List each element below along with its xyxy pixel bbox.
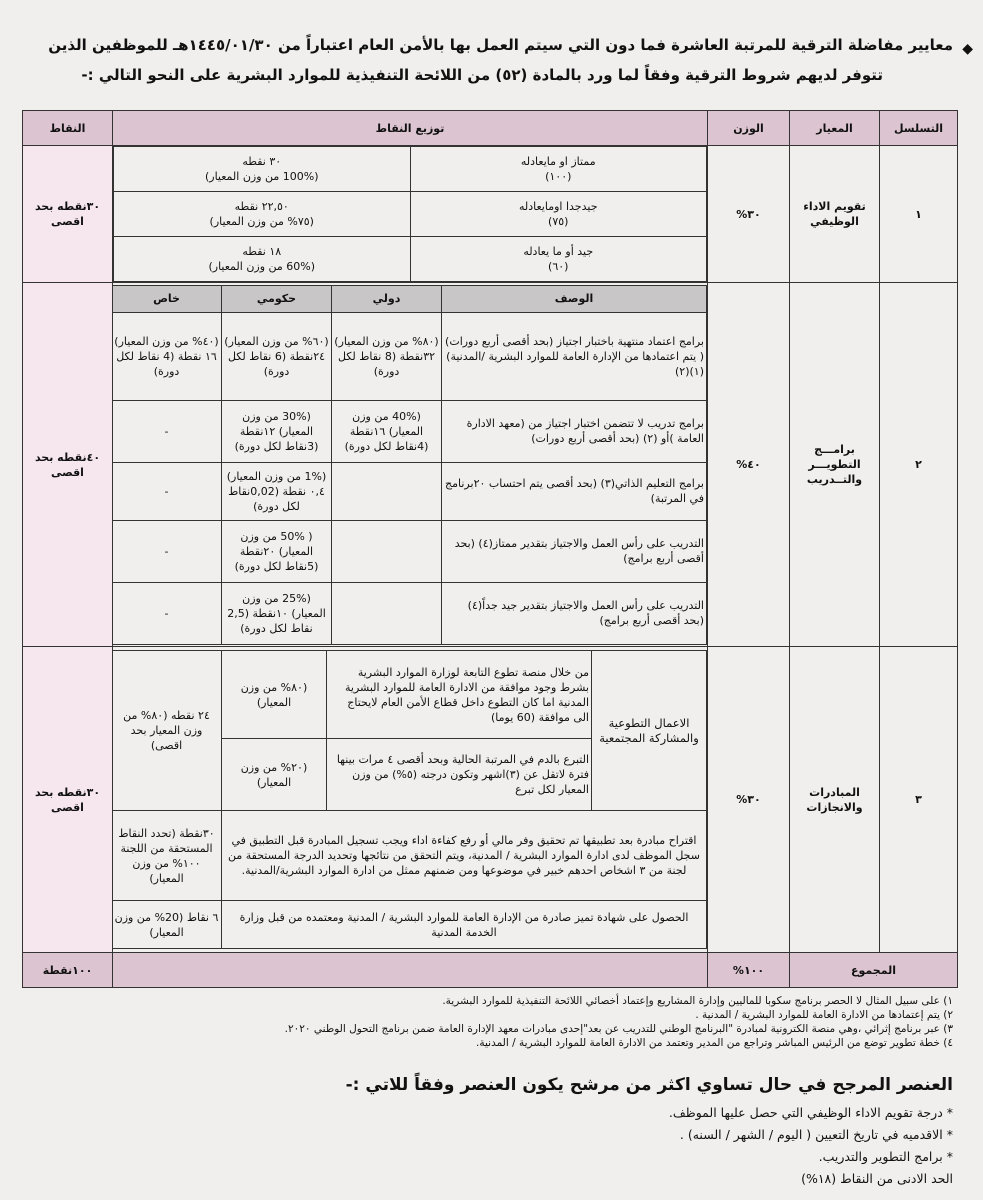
table-row — [112, 400, 707, 462]
program-priv: - — [112, 582, 222, 644]
program-gov: (30% من وزن المعيار) ١٢نقطة (3نقاط لكل دورة) — [222, 400, 332, 462]
sub-header-priv: خاص — [112, 285, 222, 312]
program-intl — [332, 582, 442, 644]
volunteer-gov: (٢٠% من وزن المعيار) — [222, 739, 327, 811]
level-grade-cell: ممتاز او مايعادله (١٠٠) — [410, 147, 707, 192]
table-header-row — [112, 285, 707, 312]
bullet-icon: ◆ — [962, 41, 973, 57]
volunteer-label: الاعمال التطوعية والمشاركة المجتمعية — [592, 651, 707, 811]
table-row — [112, 901, 707, 949]
table-row — [112, 312, 707, 400]
table-row — [112, 582, 707, 644]
row3-weight: ٣٠% — [708, 647, 790, 953]
program-gov: (25% من وزن المعيار) ١٠نقطة (2,5 نقاط لكل دورة) — [222, 582, 332, 644]
header-seq: التسلسل — [880, 111, 958, 146]
row3-seq: ٣ — [880, 647, 958, 953]
program-intl: (40% من وزن المعيار) ١٦نقطة (4نقاط لكل دورة) — [332, 400, 442, 462]
header-distribution: توزيع النقاط — [113, 111, 708, 146]
program-desc: برامج اعتماد منتهية باختبار اجتياز (بحد أقصى أربع دورات) ( يتم اعتمادها من الإدارة العامة للموارد البشرية /المدنية) (١)(٢) — [442, 312, 707, 400]
initiative-desc: اقتراح مبادرة بعد تطبيقها تم تحقيق وفر مالي أو رفع كفاءة اداء ويجب تسجيل المبادرة قبل التطبيق في سجل الموظف لدى ادارة الموارد البشرية / المدنية، ويتم التحقق من نتائجها وتحديد الدرجة المستحقة من لجنة من ٣ اشخاص احدهم خبير في موضوعها ومن ضمنهم ممثل من ادارة الموارد البشرية/المدنية. — [222, 811, 707, 901]
program-desc: التدريب على رأس العمل والاجتياز بتقدير ممتاز(٤) (بحد أقصى أربع برامج) — [442, 520, 707, 582]
tie-break-title: العنصر المرجح في حال تساوي اكثر من مرشح يكون العنصر وفقاً للاتي :- — [345, 1075, 953, 1095]
row3-criterion: المبادرات والانجازات — [790, 647, 880, 953]
row2-points: ٤٠نقطه بحد اقصى — [23, 283, 113, 647]
initiative-points: ٣٠نقطة (تحدد النقاط المستحقة من اللجنة ١٠٠% من وزن المعيار) — [112, 811, 222, 901]
program-intl — [332, 462, 442, 520]
program-priv: - — [112, 462, 222, 520]
row3-distribution — [113, 647, 708, 953]
program-intl — [332, 520, 442, 582]
tie-break-item-3: * برامج التطوير والتدريب. — [23, 1146, 953, 1168]
program-priv: (٤٠% من وزن المعيار) ١٦ نقطة (4 نقاط لكل دورة) — [112, 312, 222, 400]
table-row — [112, 520, 707, 582]
row2-weight: ٤٠% — [708, 283, 790, 647]
table-row-training — [23, 283, 958, 647]
footnote-3: ٣) عبر برنامج إثرائي ،وهي منصة الكترونية لمبادرة "البرنامج الوطني للتدريب عن بعد"إحدى مبادرات معهد الإدارة العامة ضمن برنامج التحول الوطني ٢٠٢٠. — [284, 1023, 953, 1035]
table-row — [114, 147, 707, 192]
row3-initiatives-table — [111, 650, 707, 949]
level-points-cell: ٣٠ نقطه (100% من وزن المعيار) — [114, 147, 411, 192]
program-priv: - — [112, 400, 222, 462]
row3-points: ٣٠نقطه بحد اقصى — [23, 647, 113, 953]
total-label: المجموع — [790, 953, 958, 988]
row2-criterion: برامـــج التطويـــر والتــدريب — [790, 283, 880, 647]
level-grade-cell: جيد أو ما يعادله (٦٠) — [410, 237, 707, 282]
intro-paragraph — [23, 30, 973, 90]
table-row — [112, 651, 707, 739]
program-desc: التدريب على رأس العمل والاجتياز بتقدير جيد جداً(٤) (بحد أقصى أربع برامج) — [442, 582, 707, 644]
table-total-row — [23, 953, 958, 988]
excellence-desc: الحصول على شهادة تميز صادرة من الإدارة العامة للموارد البشرية / المدنية ومعتمده من قبل وزارة الخدمة المدنية — [222, 901, 707, 949]
level-grade-cell: جيدجدا اومايعادله (٧٥) — [410, 192, 707, 237]
intro-line-1: معايير مفاضلة الترقية للمرتبة العاشرة فما دون التي سيتم العمل بها بالأمن العام اعتباراً من ١٤٤٥/٠١/٣٠هـ للموظفين الذين — [48, 36, 953, 54]
row2-seq: ٢ — [880, 283, 958, 647]
level-points-cell: ٢٢,٥٠ نقطه (٧٥% من وزن المعيار) — [114, 192, 411, 237]
header-points: النقاط — [23, 111, 113, 146]
table-row — [114, 237, 707, 282]
footnotes — [23, 994, 953, 1050]
row1-levels-table — [113, 146, 707, 282]
footnote-4: ٤) خطة تطوير توضع من الرئيس المباشر وتراجع من المدير وتعتمد من الادارة العامة للموارد البشرية / المدنية. — [476, 1037, 953, 1049]
tie-break-item-2: * الاقدميه في تاريخ التعيين ( اليوم / الشهر / السنه) . — [23, 1124, 953, 1146]
sub-header-gov: حكومي — [222, 285, 332, 312]
header-criterion: المعيار — [790, 111, 880, 146]
table-row — [114, 192, 707, 237]
program-gov: (٦٠% من وزن المعيار) ٢٤نقطة (6 نقاط لكل دورة) — [222, 312, 332, 400]
minimum-points: الحد الادنى من النقاط (١٨%) — [801, 1171, 953, 1186]
total-points: ١٠٠نقطة — [23, 953, 113, 988]
tie-break-list — [23, 1102, 953, 1190]
row1-distribution — [113, 146, 708, 283]
criteria-table — [22, 110, 958, 988]
excellence-points: ٦ نقاط (20% من وزن المعيار) — [112, 901, 222, 949]
total-weight: ١٠٠% — [708, 953, 790, 988]
row1-criterion: تقويم الاداء الوظيفي — [790, 146, 880, 283]
total-empty — [113, 953, 708, 988]
program-desc: برامج التعليم الذاتي(٣) (بحد أقصى يتم احتساب ٢٠برنامج في المرتبة) — [442, 462, 707, 520]
header-weight: الوزن — [708, 111, 790, 146]
program-gov: ( 50% من وزن المعيار) ٢٠نقطة (5نقاط لكل دورة) — [222, 520, 332, 582]
program-gov: (1% من وزن المعيار) ٠,٤ نقطة (0,02نقاط لكل دورة) — [222, 462, 332, 520]
footnote-2: ٢) يتم إعتمادها من الادارة العامة للموارد البشرية / المدنية . — [695, 1009, 953, 1021]
program-intl: (٨٠% من وزن المعيار) ٣٢نقطة (8 نقاط لكل دورة) — [332, 312, 442, 400]
sub-header-desc: الوصف — [442, 285, 707, 312]
volunteer-points: ٢٤ نقطه (٨٠% من وزن المعيار بحد اقصى) — [112, 651, 222, 811]
volunteer-desc: من خلال منصة تطوع التابعة لوزارة الموارد البشرية بشرط وجود موافقة من الادارة العامة للموارد البشرية المدنية اما كان التطوع داخل قطاع الأمن العام لايحتاج الى موافقة (60 يوما) — [327, 651, 592, 739]
row1-seq: ١ — [880, 146, 958, 283]
row2-programs-table — [111, 285, 707, 645]
table-header-row — [23, 111, 958, 146]
sub-header-intl: دولي — [332, 285, 442, 312]
volunteer-gov: (٨٠% من وزن المعيار) — [222, 651, 327, 739]
intro-line-2: تتوفر لديهم شروط الترقية وفقاً لما ورد بالمادة (٥٢) من اللائحة التنفيذية للموارد البشرية على النحو التالي :- — [81, 66, 883, 84]
table-row-performance — [23, 146, 958, 283]
level-points-cell: ١٨ نقطه (60% من وزن المعيار) — [114, 237, 411, 282]
program-priv: - — [112, 520, 222, 582]
table-row — [112, 811, 707, 901]
table-row — [112, 462, 707, 520]
footnote-1: ١) على سبيل المثال لا الحصر برنامج سكوبا للماليين وإدارة المشاريع وإعتماد أخصائي اللائحة التنفيذية للموارد البشرية. — [442, 995, 953, 1007]
volunteer-desc: التبرع بالدم في المرتبة الحالية وبحد أقصى ٤ مرات بينها فترة لاتقل عن (٣)اشهر وتكون درجته (٥%) من وزن المعيار لكل تبرع — [327, 739, 592, 811]
table-row-initiatives — [23, 647, 958, 953]
tie-break-item-1: * درجة تقويم الاداء الوظيفي التي حصل عليها الموظف. — [23, 1102, 953, 1124]
row1-weight: ٣٠% — [708, 146, 790, 283]
row2-distribution — [113, 283, 708, 647]
row1-points: ٣٠نقطه بحد اقصى — [23, 146, 113, 283]
program-desc: برامج تدريب لا تتضمن اختبار اجتياز من (معهد الادارة العامة )أو (٢) (بحد أقصى أربع دورات) — [442, 400, 707, 462]
